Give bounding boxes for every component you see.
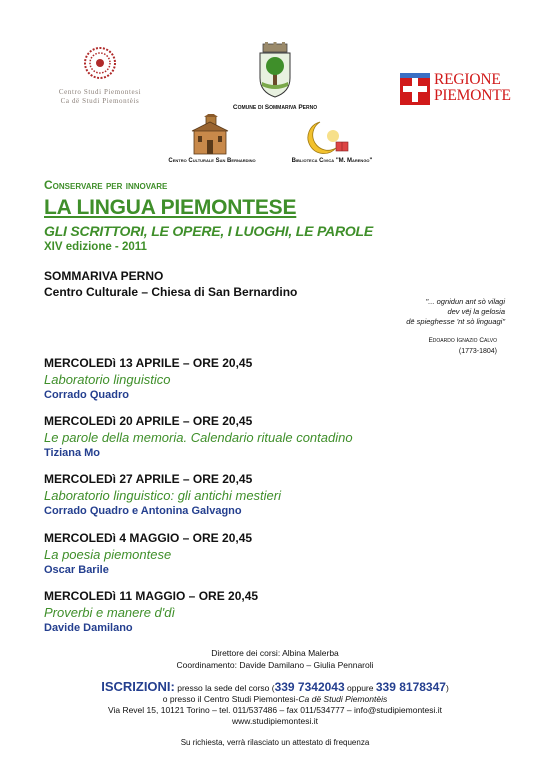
event-speaker: Corrado Quadro: [44, 389, 129, 401]
event-topic: Laboratorio linguistico: [44, 372, 171, 387]
event-item: [44, 472, 281, 519]
csp-name-line1: Centro Studi Piemontesi: [58, 88, 142, 96]
regione-flag-icon: [400, 73, 430, 105]
quote-author: Edoardo Ignazio Calvo: [428, 337, 497, 344]
event-speaker: Oscar Barile: [44, 564, 109, 576]
event-topic: Le parole della memoria. Calendario rituale contadino: [44, 430, 353, 445]
biblioteca-label: Biblioteca Civica "M. Marengo": [291, 158, 373, 164]
centro-studi-piemontesi-logo: [44, 46, 156, 106]
quote-years: (1773-1804): [458, 348, 497, 355]
regione-piemonte-logo: [400, 72, 520, 106]
csp-name-line2: Ca dë Studi Piemontèis: [60, 97, 140, 105]
event-date: MERCOLEDì 27 APRILE – ORE 20,45: [44, 472, 253, 486]
centro-culturale-label: Centro Culturale San Bernardino: [168, 158, 256, 164]
event-topic: Proverbi e manere d'dì: [44, 605, 176, 620]
event-topic: La poesia piemontese: [44, 547, 172, 562]
page-title: LA LINGUA PIEMONTESE: [44, 196, 297, 219]
venue-name: Centro Culturale – Chiesa di San Bernardino: [44, 285, 298, 299]
regione-line1: REGIONE: [434, 71, 501, 88]
comune-crest-icon: [254, 42, 296, 100]
event-speaker: Davide Damilano: [44, 622, 133, 634]
registration-line: [0, 679, 550, 694]
registration-alt-text: o presso il Centro Studi Piemontesi-: [162, 694, 299, 704]
phone-number: 339 8178347: [375, 680, 446, 694]
registration-oppure: oppure: [344, 683, 376, 693]
quote-line: dë spieghesse 'nt sò linguagi": [406, 317, 505, 326]
coordination-line: Coordinamento: Davide Damilano – Giulia Pennaroli: [176, 660, 374, 670]
edition-label: XIV edizione - 2011: [44, 241, 147, 253]
contact-address-line: Via Revel 15, 10121 Torino – tel. 011/537486 – fax 011/534777 – info@studipiemontesi.it: [107, 705, 443, 715]
registration-alt-name: Ca dë Studi Piemontèis: [298, 694, 388, 704]
registration-label: ISCRIZIONI:: [101, 679, 175, 694]
registration-close: ): [445, 683, 449, 693]
comune-label: Comune di Sommariva Perno: [232, 104, 318, 111]
event-item: [44, 356, 252, 403]
event-date: MERCOLEDì 11 MAGGIO – ORE 20,45: [44, 589, 259, 603]
event-date: MERCOLEDì 20 APRILE – ORE 20,45: [44, 414, 253, 428]
quote-line: "... ognidun ant sò vilagi: [425, 297, 505, 306]
moon-icon: [306, 118, 352, 156]
event-topic: Laboratorio linguistico: gli antichi mestieri: [44, 488, 282, 503]
kicker-text: Conservare per innovare: [44, 178, 168, 192]
event-item: [44, 414, 353, 461]
event-speaker: Tiziana Mo: [44, 447, 101, 459]
csp-emblem-icon: [83, 46, 117, 80]
page-subtitle: GLI SCRITTORI, LE OPERE, I LUOGHI, LE PAROLE: [44, 223, 374, 239]
event-date: MERCOLEDì 13 APRILE – ORE 20,45: [44, 356, 253, 370]
website-line: www.studipiemontesi.it: [232, 716, 318, 726]
comune-logo: [240, 42, 310, 105]
registration-text: presso la sede del corso (: [174, 683, 275, 693]
town-name: SOMMARIVA PERNO: [44, 269, 164, 283]
quote-line: dev vëj la gelosia: [447, 307, 505, 316]
attestato-line: Su richiesta, verrà rilasciato un attestato di frequenza: [180, 738, 370, 747]
event-speaker: Corrado Quadro e Antonina Galvagno: [44, 505, 242, 517]
church-icon: [188, 114, 232, 156]
event-item: [44, 589, 258, 636]
registration-alt-line: [0, 694, 550, 704]
director-line: Direttore dei corsi: Albina Malerba: [211, 648, 339, 658]
regione-line2: PIEMONTE: [434, 87, 511, 104]
phone-number: 339 7342043: [274, 680, 345, 694]
quote-block: [330, 297, 505, 327]
event-item: [44, 531, 252, 578]
event-date: MERCOLEDì 4 MAGGIO – ORE 20,45: [44, 531, 253, 545]
